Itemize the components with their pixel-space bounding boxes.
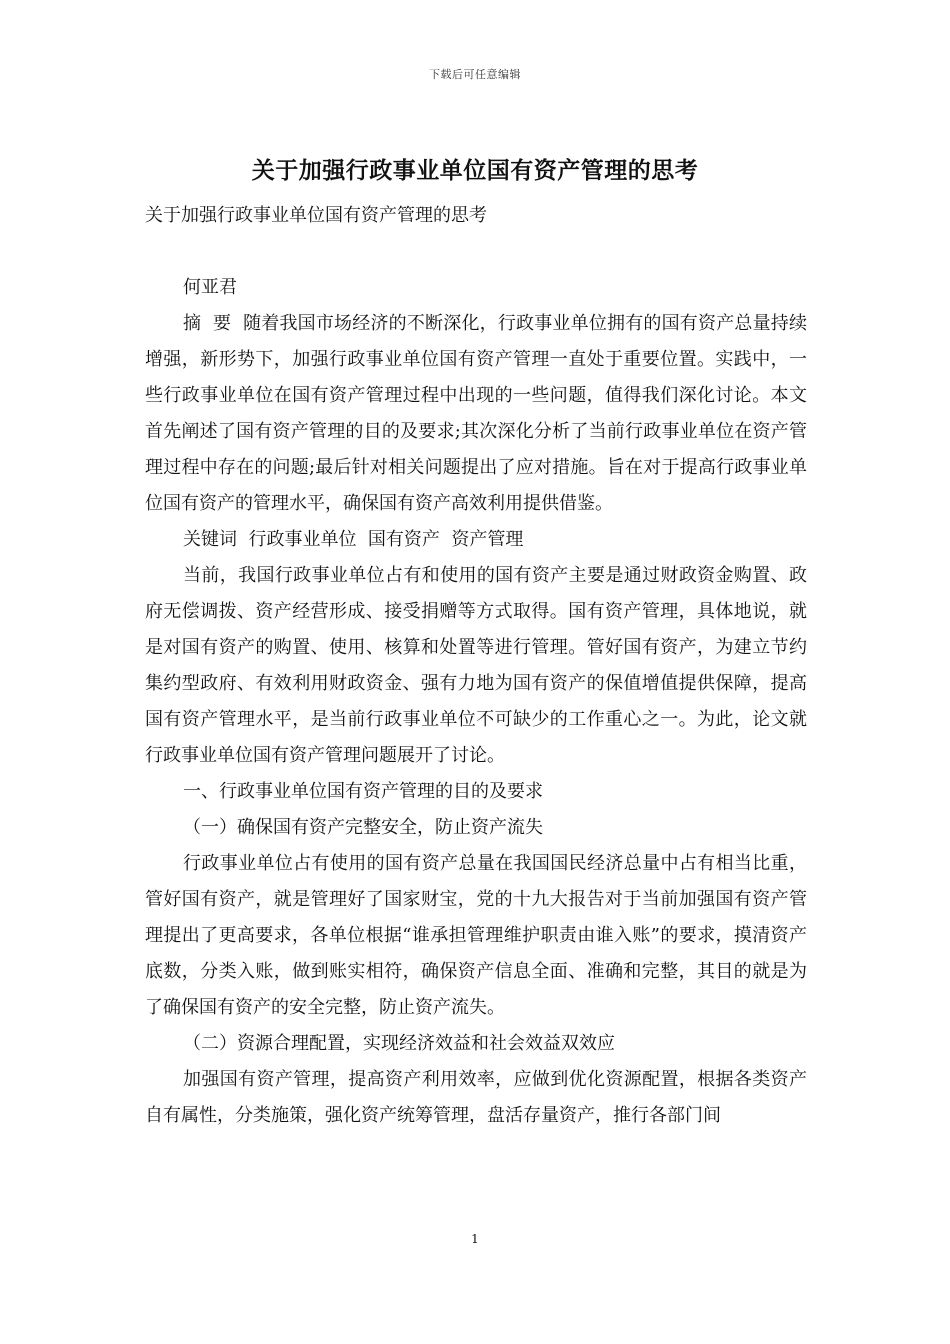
page-number: 1 [471,1232,479,1246]
subsection-body-2: 加强国有资产管理，提高资产利用效率，应做到优化资源配置，根据各类资产自有属性，分类施策，强化资产统筹管理，盘活存量资产，推行各部门间 [145,1069,807,1126]
document-body [145,198,807,1134]
page-header-note: 下载后可任意编辑 [429,68,521,81]
subsection-heading-2: （二）资源合理配置，实现经济效益和社会效益双效应 [183,1033,615,1054]
document-title: 关于加强行政事业单位国有资产管理的思考 [251,157,699,184]
subsection-heading-1: （一）确保国有资产完整安全，防止资产流失 [183,817,543,838]
document-subtitle: 关于加强行政事业单位国有资产管理的思考 [145,205,487,226]
intro-paragraph: 当前，我国行政事业单位占有和使用的国有资产主要是通过财政资金购置、政府无偿调拨、资产经营形成、接受捐赠等方式取得。国有资产管理，具体地说，就是对国有资产的购置、使用、核算和处置等进行管理。管好国有资产，为建立节约集约型政府、有效利用财政资金、强有力地为国有资产的保值增值提供保障，提高国有资产管理水平，是当前行政事业单位不可缺少的工作重心之一。为此，论文就行政事业单位国有资产管理问题展开了讨论。 [145,565,807,766]
keywords-line: 关键词 行政事业单位 国有资产 资产管理 [183,529,524,550]
subsection-body-1: 行政事业单位占有使用的国有资产总量在我国国民经济总量中占有相当比重，管好国有资产，就是管理好了国家财宝，党的十九大报告对于当前加强国有资产管理提出了更高要求，各单位根据“谁承担管理维护职责由谁入账”的要求，摸清资产底数，分类入账，做到账实相符，确保资产信息全面、准确和完整，其目的就是为了确保国有资产的安全完整，防止资产流失。 [145,853,807,1018]
author-name: 何亚君 [183,277,237,298]
abstract-paragraph: 摘 要 随着我国市场经济的不断深化，行政事业单位拥有的国有资产总量持续增强，新形势下，加强行政事业单位国有资产管理一直处于重要位置。实践中，一些行政事业单位在国有资产管理过程中出现的一些问题，值得我们深化讨论。本文首先阐述了国有资产管理的目的及要求;其次深化分析了当前行政事业单位在资产管理过程中存在的问题;最后针对相关问题提出了应对措施。旨在对于提高行政事业单位国有资产的管理水平，确保国有资产高效利用提供借鉴。 [145,313,807,514]
blank-line [145,234,807,270]
section-heading-1: 一、行政事业单位国有资产管理的目的及要求 [183,781,543,802]
